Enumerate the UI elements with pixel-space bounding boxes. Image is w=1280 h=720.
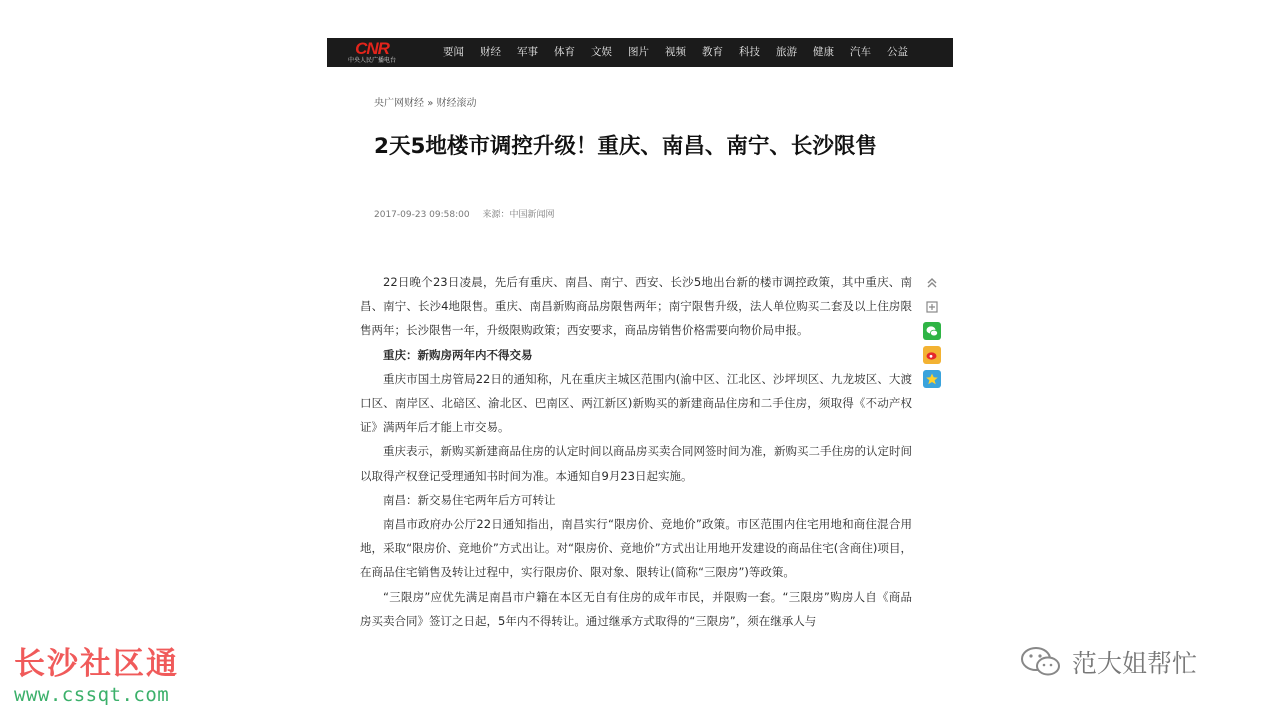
breadcrumb	[374, 94, 477, 109]
article-paragraph: “三限房”应优先满足南昌市户籍在本区无自有住房的成年市民，并限购一套。“三限房”购房人自《商品房买卖合同》签订之日起，5年内不得转让。通过继承方式取得的“三限房”，须在继承人与	[360, 589, 912, 628]
share-toolbar	[922, 274, 942, 388]
breadcrumb-item[interactable]: 财经滚动	[436, 98, 477, 109]
nav-item[interactable]: 公益	[887, 46, 908, 58]
nav-item[interactable]: 汽车	[850, 46, 871, 58]
article-paragraph: 南昌市政府办公厅22日通知指出，南昌实行“限房价、竞地价”政策。市区范围内住宅用地和商住混合用地，采取“限房价、竞地价”方式出让。对“限房价、竞地价”方式出让用地开发建设的商品住宅(含商住)项目，在商品住宅销售及转让过程中，实行限房价、限对象、限转让(简称“三限房”)等政策。	[360, 517, 912, 580]
nav-item[interactable]: 图片	[628, 46, 649, 58]
site-nav-bar	[327, 38, 953, 67]
nav-menu	[435, 38, 916, 67]
nav-item[interactable]: 视频	[665, 46, 686, 58]
back-to-top-icon[interactable]	[923, 274, 941, 292]
qzone-icon[interactable]	[923, 370, 941, 388]
print-icon[interactable]	[923, 298, 941, 316]
watermark-left	[14, 646, 179, 706]
wechat-icon[interactable]	[923, 322, 941, 340]
article-paragraph: 重庆市国土房管局22日的通知称，凡在重庆主城区范围内(渝中区、江北区、沙坪坝区、九龙坡区、大渡口区、南岸区、北碚区、渝北区、巴南区、两江新区)新购买的新建商品住房和二手住房，须取得《不动产权证》满两年后才能上市交易。	[360, 371, 912, 435]
watermark-right	[1016, 644, 1197, 684]
article-meta	[374, 207, 554, 220]
nav-item[interactable]: 军事	[517, 46, 538, 58]
logo-mark: CNR	[355, 39, 389, 58]
watermark-account-name: 范大姐帮忙	[1072, 649, 1198, 678]
weibo-icon[interactable]	[923, 346, 941, 364]
article-paragraph: 22日晚个23日凌晨，先后有重庆、南昌、南宁、西安、长沙5地出台新的楼市调控政策，其中重庆、南昌、南宁、长沙4地限售。重庆、南昌新购商品房限售两年；南宁限售升级，法人单位购买二套及以上住房限售两年；长沙限售一年，升级限购政策；西安要求，商品房销售价格需要向物价局申报。	[360, 275, 912, 338]
article-subheading: 南昌：新交易住宅两年后方可转让	[383, 492, 556, 507]
logo-subtitle: 中央人民广播电台	[347, 57, 396, 64]
nav-item[interactable]: 健康	[813, 46, 834, 58]
article-paragraph: 重庆表示，新购买新建商品住房的认定时间以商品房买卖合同网签时间为准，新购买二手住房的认定时间以取得产权登记受理通知书时间为准。本通知自9月23日起实施。	[360, 444, 912, 483]
nav-item[interactable]: 旅游	[776, 46, 797, 58]
breadcrumb-separator: »	[427, 98, 434, 109]
nav-item[interactable]: 教育	[702, 46, 723, 58]
nav-item[interactable]: 科技	[739, 46, 760, 58]
watermark-url: www.cssqt.com	[14, 684, 170, 706]
nav-item[interactable]: 体育	[554, 46, 575, 58]
article-date: 2017-09-23 09:58:00	[374, 210, 470, 220]
article-source: 来源：中国新闻网	[482, 210, 555, 220]
nav-item[interactable]: 财经	[480, 46, 501, 58]
nav-item[interactable]: 要闻	[443, 46, 464, 58]
cnr-logo[interactable]	[327, 38, 417, 67]
news-page	[327, 38, 953, 720]
breadcrumb-item[interactable]: 央广网财经	[374, 98, 424, 109]
wechat-official-icon	[1016, 644, 1066, 684]
article-body	[360, 270, 912, 633]
nav-item[interactable]: 文娱	[591, 46, 612, 58]
article-subheading: 重庆：新购房两年内不得交易	[383, 347, 533, 362]
watermark-title: 长沙社区通	[14, 646, 179, 682]
article-title: 2天5地楼市调控升级！重庆、南昌、南宁、长沙限售	[374, 134, 877, 159]
